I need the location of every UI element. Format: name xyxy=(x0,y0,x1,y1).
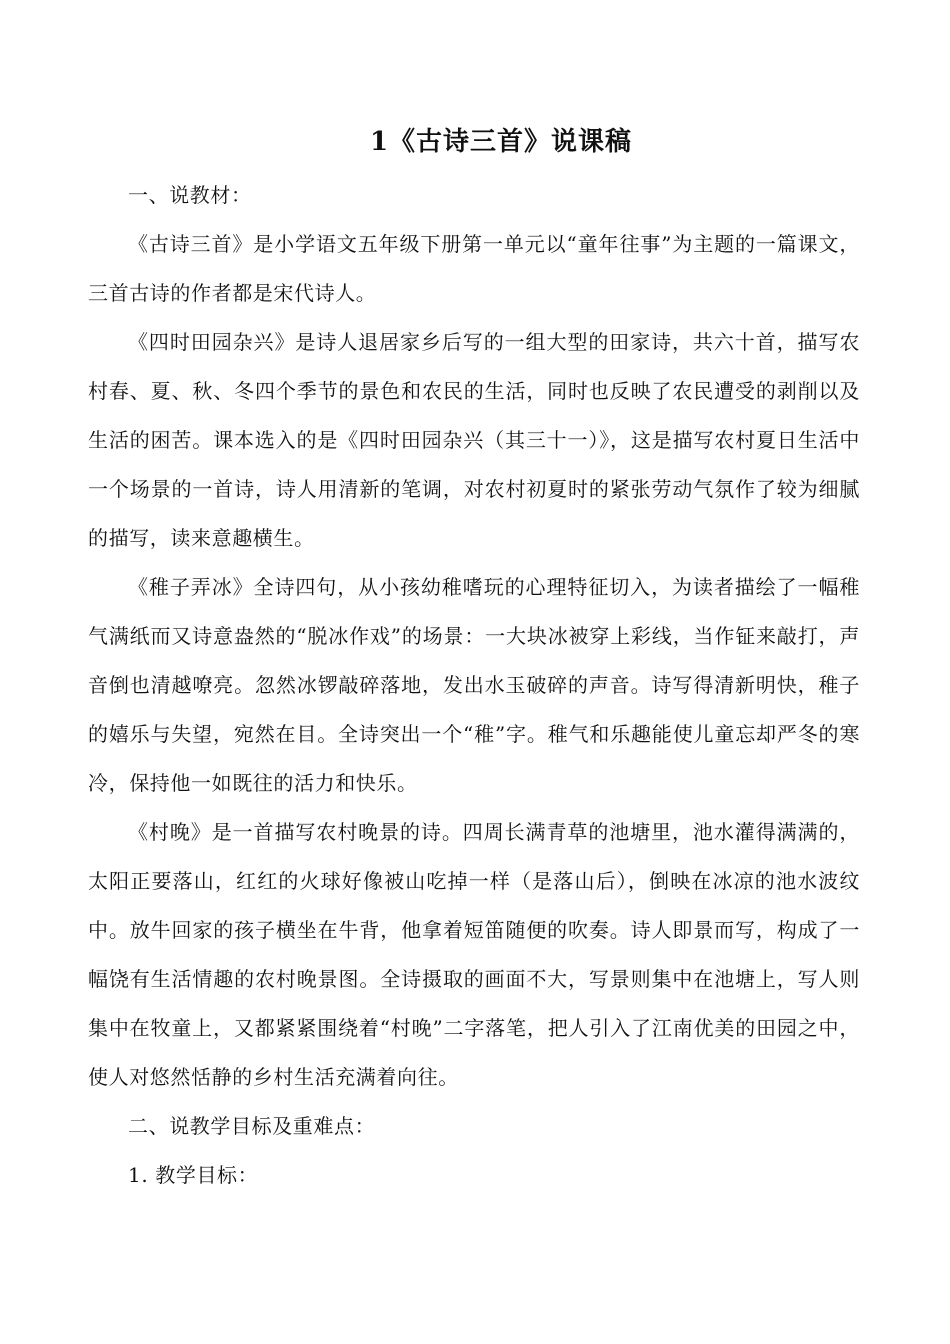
paragraph-poem-1: 《四时田园杂兴》是诗人退居家乡后写的一组大型的田家诗，共六十首，描写农村春、夏、秋、冬四个季节的景色和农民的生活，同时也反映了农民遭受的剥削以及生活的困苦。课本选入的是《四时田园杂兴（其三十一）》，这是描写农村夏日生活中一个场景的一首诗，诗人用清新的笔调，对农村初夏时的紧张劳动气氛作了较为细腻的描写，读来意趣横生。 xyxy=(88,330,860,550)
document-body xyxy=(88,171,860,1200)
paragraph-poem-2: 《稚子弄冰》全诗四句，从小孩幼稚嗜玩的心理特征切入，为读者描绘了一幅稚气满纸而又诗意盎然的“脱冰作戏”的场景：一大块冰被穿上彩线，当作钲来敲打，声音倒也清越嘹亮。忽然冰锣敲碎落地，发出水玉破碎的声音。诗写得清新明快，稚子的嬉乐与失望，宛然在目。全诗突出一个“稚”字。稚气和乐趣能使儿童忘却严冬的寒冷，保持他一如既往的活力和快乐。 xyxy=(88,575,860,795)
paragraph-intro: 《古诗三首》是小学语文五年级下册第一单元以“童年往事”为主题的一篇课文，三首古诗的作者都是宋代诗人。 xyxy=(88,232,860,305)
subheading-teaching-goals: 1. 教学目标： xyxy=(128,1163,259,1187)
section-heading-textbook: 一、说教材： xyxy=(128,183,252,207)
paragraph-poem-3: 《村晚》是一首描写农村晚景的诗。四周长满青草的池塘里，池水灌得满满的，太阳正要落山，红红的火球好像被山吃掉一样（是落山后），倒映在冰凉的池水波纹中。放牛回家的孩子横坐在牛背，他拿着短笛随便的吹奏。诗人即景而写，构成了一幅饶有生活情趣的农村晚景图。全诗摄取的画面不大，写景则集中在池塘上，写人则集中在牧童上，又都紧紧围绕着“村晚”二字落笔，把人引入了江南优美的田园之中，使人对悠然恬静的乡村生活充满着向往。 xyxy=(88,820,860,1089)
document-title: 1《古诗三首》说课稿 xyxy=(369,127,633,157)
section-heading-goals: 二、说教学目标及重难点： xyxy=(128,1114,376,1138)
